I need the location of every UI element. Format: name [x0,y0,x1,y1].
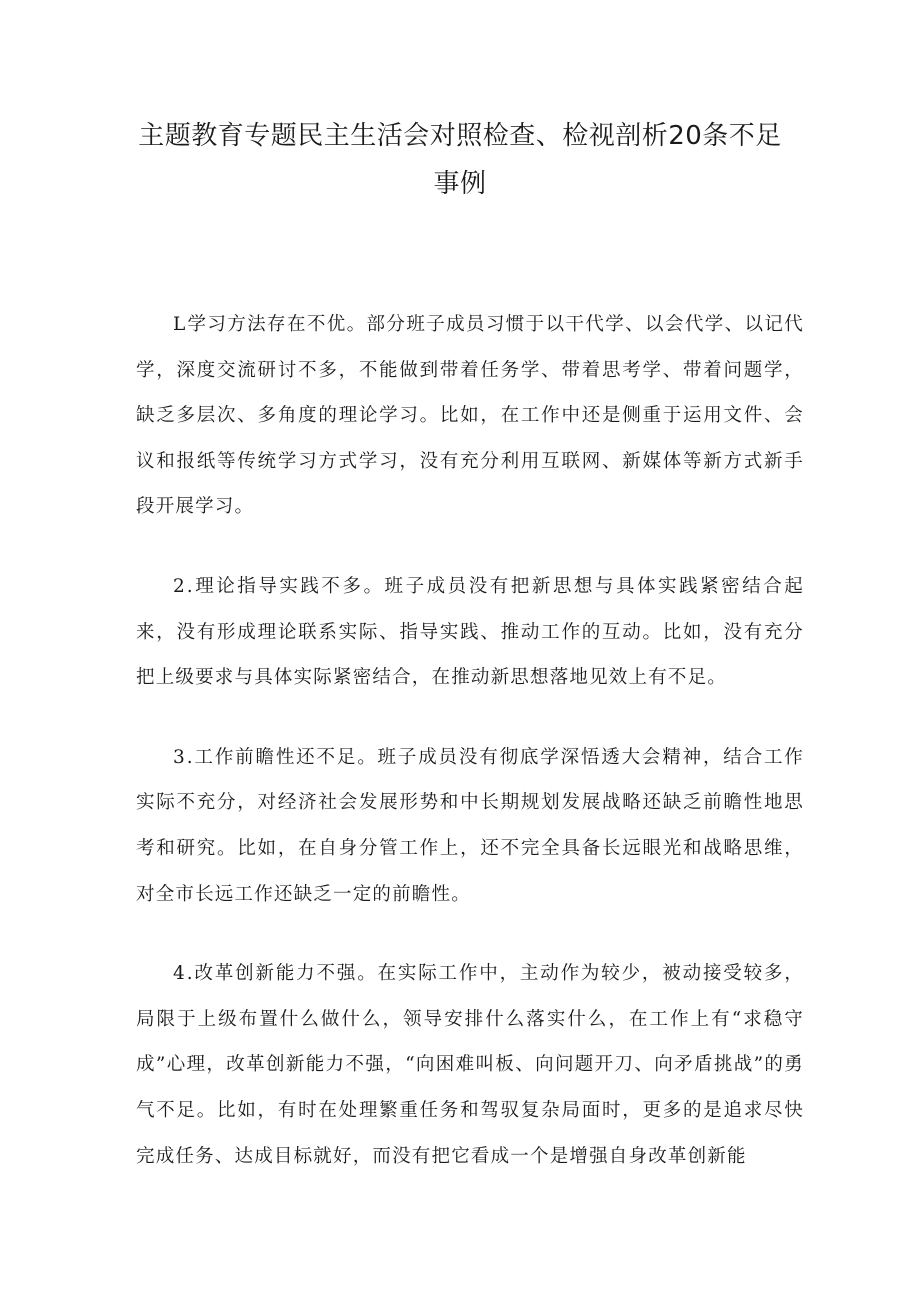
paragraph-heading: 学习方法存在不优。 [187,314,367,335]
paragraph-number: L [173,314,188,335]
document-body [136,302,804,1213]
paragraph-1 [136,302,804,530]
paragraph-heading: .理论指导实践不多。 [186,575,385,597]
paragraph-2 [136,564,804,701]
paragraph-heading: .改革创新能力不强。 [186,963,378,985]
document-title: 主题教育专题民主生活会对照检查、检视剖析20条不足事例 [138,121,782,199]
paragraph-number: 3 [173,746,187,768]
paragraph-text: 班子成员没有彻底学深悟透大会精神，结合工作实际不充分，对经济社会发展形势和中长期规划发展战略还缺乏前瞻性地思考和研究。比如，在自身分管工作上，还不完全具备长远眼光和战略思维，对全市长远工作还缺乏一定的前瞻性。 [136,746,804,905]
paragraph-text: 在实际工作中，主动作为较少，被动接受较多，局限于上级布置什么做什么，领导安排什么落实什么，在工作上有“求稳守成”心理，改革创新能力不强，“向困难叫板、向问题开刀、向矛盾挑战”的勇气不足。比如，有时在处理繁重任务和驾驭复杂局面时，更多的是追求尽快完成任务、达成目标就好，而没有把它看成一个是增强自身改革创新能 [136,963,804,1167]
paragraph-text: 班子成员没有把新思想与具体实践紧密结合起来，没有形成理论联系实际、指导实践、推动工作的互动。比如，没有充分把上级要求与具体实际紧密结合，在推动新思想落地见效上有不足。 [136,575,804,689]
paragraph-number: 4 [173,963,187,985]
paragraph-text: 部分班子成员习惯于以干代学、以会代学、以记代学，深度交流研讨不多，不能做到带着任务学、带着思考学、带着问题学，缺乏多层次、多角度的理论学习。比如，在工作中还是侧重于运用文件、会议和报纸等传统学习方式学习，没有充分利用互联网、新媒体等新方式新手段开展学习。 [136,314,804,518]
paragraph-heading: .工作前瞻性还不足。 [186,746,378,768]
paragraph-3 [136,735,804,917]
paragraph-number: 2 [173,575,187,597]
paragraph-4 [136,951,804,1179]
